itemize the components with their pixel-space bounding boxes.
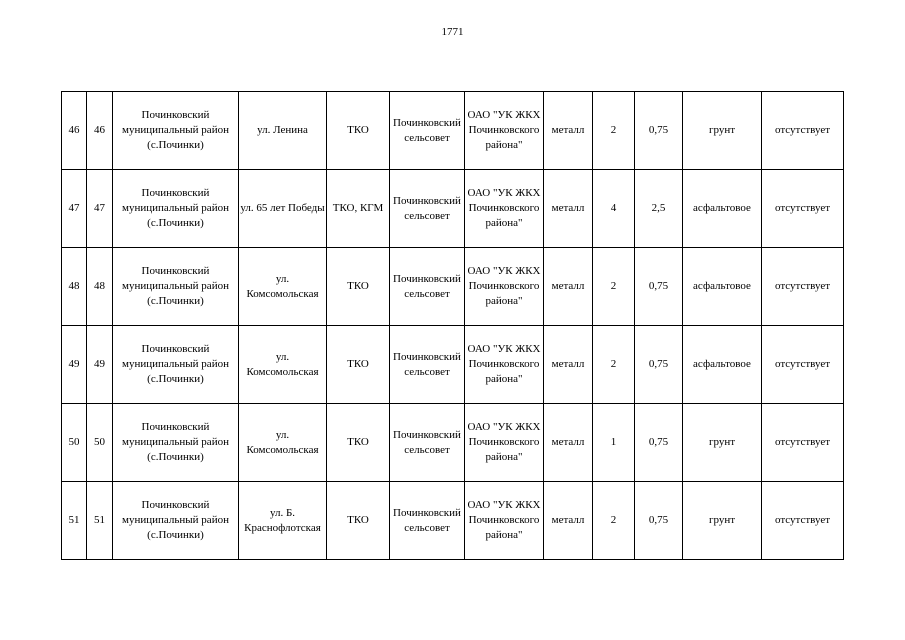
council-cell: Починковский сельсовет — [390, 92, 465, 170]
district-cell: Починковский муниципальный район (с.Починки) — [113, 404, 239, 482]
surface-cell: грунт — [683, 404, 762, 482]
street-cell: ул. Комсомольская — [239, 248, 327, 326]
object-number-cell: 46 — [87, 92, 113, 170]
council-cell: Починковский сельсовет — [390, 404, 465, 482]
table-row — [62, 482, 844, 560]
waste-type-cell: ТКО — [327, 404, 390, 482]
council-cell: Починковский сельсовет — [390, 248, 465, 326]
waste-type-cell: ТКО — [327, 248, 390, 326]
waste-type-cell: ТКО, КГМ — [327, 170, 390, 248]
container-count-cell: 2 — [593, 248, 635, 326]
table-row — [62, 92, 844, 170]
object-number-cell: 47 — [87, 170, 113, 248]
district-cell: Починковский муниципальный район (с.Починки) — [113, 170, 239, 248]
surface-cell: асфальтовое — [683, 170, 762, 248]
waste-type-cell: ТКО — [327, 482, 390, 560]
material-cell: металл — [544, 404, 593, 482]
fence-cell: отсутствует — [762, 404, 844, 482]
table-row — [62, 326, 844, 404]
street-cell: ул. Комсомольская — [239, 404, 327, 482]
material-cell: металл — [544, 92, 593, 170]
surface-cell: асфальтовое — [683, 326, 762, 404]
street-cell: ул. Б. Краснофлотская — [239, 482, 327, 560]
row-number-cell: 47 — [62, 170, 87, 248]
registry-table — [61, 91, 844, 560]
volume-cell: 0,75 — [635, 482, 683, 560]
council-cell: Починковский сельсовет — [390, 326, 465, 404]
volume-cell: 0,75 — [635, 92, 683, 170]
fence-cell: отсутствует — [762, 482, 844, 560]
operator-cell: ОАО "УК ЖКХ Починковского района" — [465, 92, 544, 170]
container-count-cell: 1 — [593, 404, 635, 482]
volume-cell: 0,75 — [635, 404, 683, 482]
fence-cell: отсутствует — [762, 92, 844, 170]
operator-cell: ОАО "УК ЖКХ Починковского района" — [465, 326, 544, 404]
waste-type-cell: ТКО — [327, 92, 390, 170]
surface-cell: грунт — [683, 92, 762, 170]
surface-cell: асфальтовое — [683, 248, 762, 326]
waste-type-cell: ТКО — [327, 326, 390, 404]
material-cell: металл — [544, 326, 593, 404]
volume-cell: 2,5 — [635, 170, 683, 248]
district-cell: Починковский муниципальный район (с.Починки) — [113, 482, 239, 560]
container-count-cell: 4 — [593, 170, 635, 248]
operator-cell: ОАО "УК ЖКХ Починковского района" — [465, 248, 544, 326]
fence-cell: отсутствует — [762, 326, 844, 404]
council-cell: Починковский сельсовет — [390, 170, 465, 248]
district-cell: Починковский муниципальный район (с.Починки) — [113, 326, 239, 404]
street-cell: ул. Ленина — [239, 92, 327, 170]
street-cell: ул. 65 лет Победы — [239, 170, 327, 248]
row-number-cell: 48 — [62, 248, 87, 326]
volume-cell: 0,75 — [635, 326, 683, 404]
district-cell: Починковский муниципальный район (с.Починки) — [113, 248, 239, 326]
operator-cell: ОАО "УК ЖКХ Починковского района" — [465, 170, 544, 248]
street-cell: ул. Комсомольская — [239, 326, 327, 404]
object-number-cell: 51 — [87, 482, 113, 560]
registry-table-body — [62, 92, 844, 560]
surface-cell: грунт — [683, 482, 762, 560]
object-number-cell: 49 — [87, 326, 113, 404]
row-number-cell: 49 — [62, 326, 87, 404]
table-row — [62, 170, 844, 248]
container-count-cell: 2 — [593, 92, 635, 170]
page-number: 1771 — [441, 26, 464, 38]
fence-cell: отсутствует — [762, 170, 844, 248]
table-row — [62, 404, 844, 482]
operator-cell: ОАО "УК ЖКХ Починковского района" — [465, 482, 544, 560]
material-cell: металл — [544, 248, 593, 326]
container-count-cell: 2 — [593, 326, 635, 404]
fence-cell: отсутствует — [762, 248, 844, 326]
row-number-cell: 50 — [62, 404, 87, 482]
object-number-cell: 48 — [87, 248, 113, 326]
material-cell: металл — [544, 482, 593, 560]
council-cell: Починковский сельсовет — [390, 482, 465, 560]
row-number-cell: 51 — [62, 482, 87, 560]
material-cell: металл — [544, 170, 593, 248]
object-number-cell: 50 — [87, 404, 113, 482]
container-count-cell: 2 — [593, 482, 635, 560]
operator-cell: ОАО "УК ЖКХ Починковского района" — [465, 404, 544, 482]
district-cell: Починковский муниципальный район (с.Починки) — [113, 92, 239, 170]
table-row — [62, 248, 844, 326]
volume-cell: 0,75 — [635, 248, 683, 326]
row-number-cell: 46 — [62, 92, 87, 170]
